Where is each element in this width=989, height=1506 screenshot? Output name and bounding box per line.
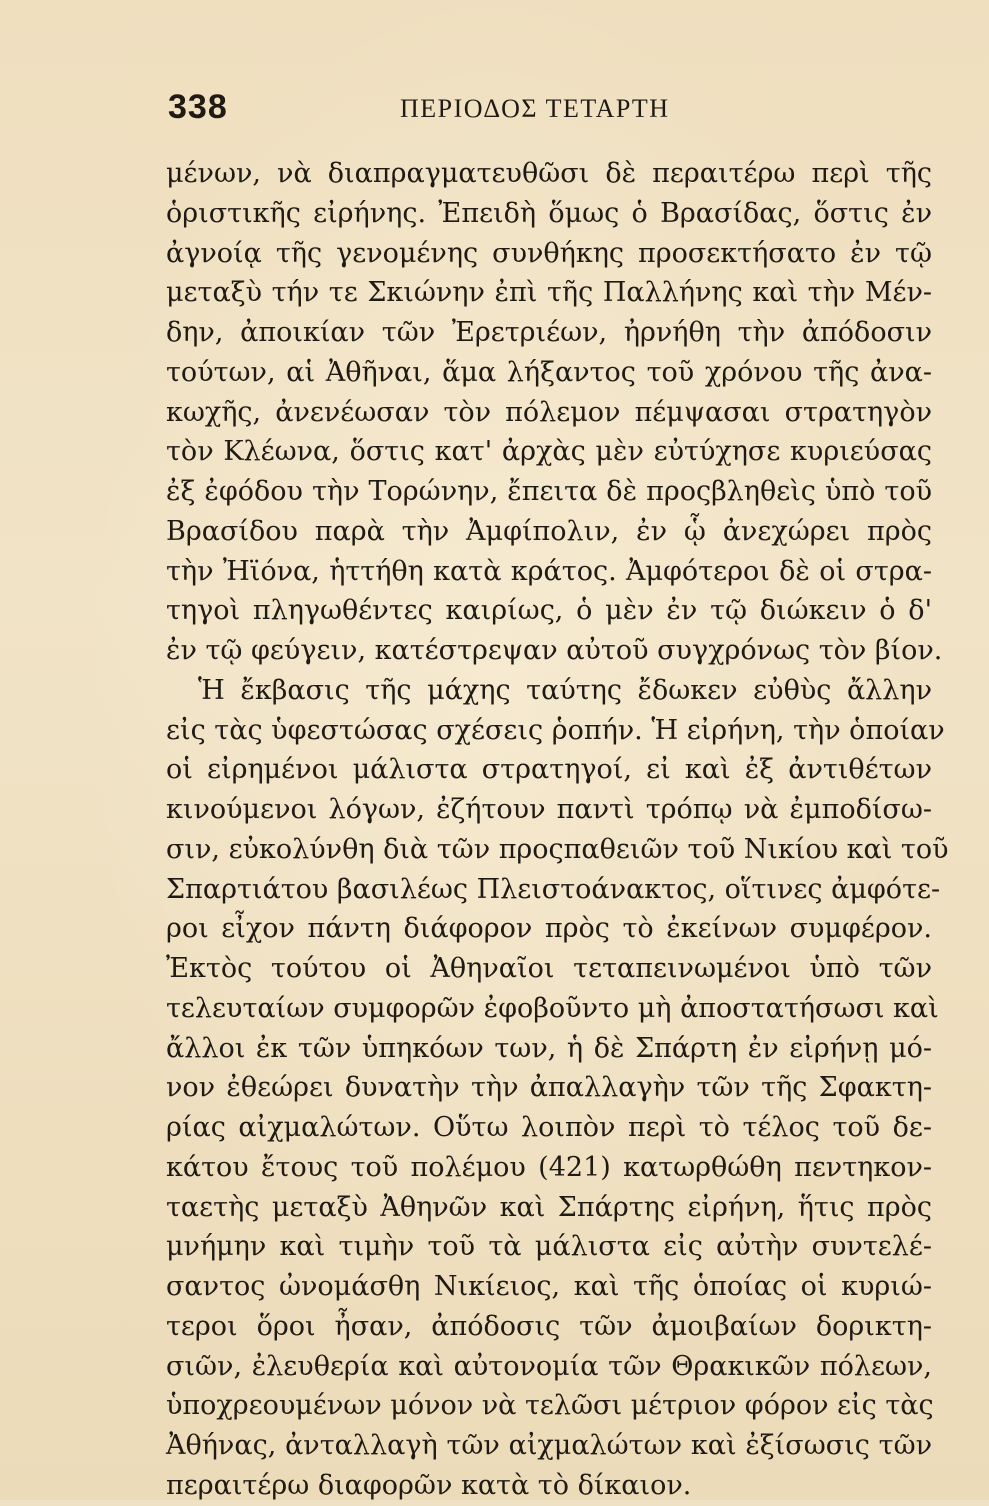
text-line: ἐξ ἐφόδου τὴν Τορώνην, ἔπειτα δὲ προςβληθεὶς ὑπὸ τοῦ [166, 476, 932, 507]
text-line: μένων, νὰ διαπραγματευθῶσι δὲ περαιτέρω περὶ τῆς [166, 158, 932, 189]
running-title: ΠΕΡΙΟΔΟΣ ΤΕΤΑΡΤΗ [400, 94, 670, 123]
text-line: τὸν Κλέωνα, ὅστις κατ' ἀρχὰς μὲν εὐτύχησε κυριεύσας [166, 436, 932, 468]
text-line: κινούμενοι λόγων, ἐζήτουν παντὶ τρόπῳ νὰ ἐμποδίσω- [166, 794, 932, 825]
text-line: τηγοὶ πληγωθέντες καιρίως, ὁ μὲν ἐν τῷ διώκειν ὁ δ' [166, 595, 932, 627]
text-line: δην, ἀποικίαν τῶν Ἐρετριέων, ἠρνήθη τὴν ἀπόδοσιν [166, 317, 932, 348]
body-text [166, 154, 949, 1506]
text-line: οἱ εἰρημένοι μάλιστα στρατηγοί, εἰ καὶ ἐξ ἀντιθέτων [166, 754, 932, 786]
text-line: κωχῆς, ἀνενέωσαν τὸν πόλεμον πέμψασαι στρατηγὸν [166, 396, 932, 428]
text-line: Ἐκτὸς τούτου οἱ Ἀθηναῖοι τεταπεινωμένοι ὑπὸ τῶν [166, 953, 932, 984]
text-line: Ἀθήνας, ἀνταλλαγὴ τῶν αἰχμαλώτων καὶ ἐξίσωσις τῶν [166, 1430, 932, 1461]
text-line: Ἡ ἔκβασις τῆς μάχης ταύτης ἔδωκεν εὐθὺς ἄλλην [198, 674, 932, 706]
text-line: μεταξὺ τήν τε Σκιώνην ἐπὶ τῆς Παλλήνης καὶ τὴν Μέν- [166, 277, 932, 309]
text-line: σιν, εὐκολύνθη διὰ τῶν προςπαθειῶν τοῦ Νικίου καὶ τοῦ [166, 833, 949, 865]
text-line: τελευταίων συμφορῶν ἐφοβοῦντο μὴ ἀποστατήσωσι καὶ [166, 992, 939, 1024]
text-line: κάτου ἔτους τοῦ πολέμου (421) κατωρθώθη πεντηκον- [166, 1151, 932, 1183]
text-line: ἄλλοι ἐκ τῶν ὑπηκόων των, ἡ δὲ Σπάρτη ἐν εἰρήνῃ μό- [166, 1032, 932, 1064]
text-line: ὑποχρεουμένων μόνον νὰ τελῶσι μέτριον φόρον εἰς τὰς [166, 1390, 934, 1422]
page-number: 338 [168, 88, 228, 126]
text-line: τὴν Ἠϊόνα, ἡττήθη κατὰ κράτος. Ἀμφότεροι δὲ οἱ στρα- [166, 555, 932, 587]
text-line: τούτων, αἱ Ἀθῆναι, ἅμα λήξαντος τοῦ χρόνου τῆς ἀνα- [166, 356, 932, 388]
text-line: Σπαρτιάτου βασιλέως Πλειστοάνακτος, οἵτινες ἀμφότε- [166, 873, 941, 905]
text-line: ὁριστικῆς εἰρήνης. Ἐπειδὴ ὅμως ὁ Βρασίδας, ὅστις ἐν [166, 197, 932, 229]
text-line: νον ἐθεώρει δυνατὴν τὴν ἀπαλλαγὴν τῶν τῆς Σφακτη- [166, 1072, 932, 1104]
text-line: ἀγνοίᾳ τῆς γενομένης συνθήκης προσεκτήσατο ἐν τῷ [166, 237, 932, 269]
text-line: ρίας αἰχμαλώτων. Οὕτω λοιπὸν περὶ τὸ τέλος τοῦ δε- [166, 1112, 932, 1143]
text-line: περαιτέρω διαφορῶν κατὰ τὸ δίκαιον. [166, 1469, 692, 1501]
text-line: μνήμην καὶ τιμὴν τοῦ τὰ μάλιστα εἰς αὐτὴν συντελέ- [166, 1231, 932, 1263]
text-line: ροι εἶχον πάντη διάφορον πρὸς τὸ ἐκείνων συμφέρον. [166, 913, 932, 945]
text-line: ἐν τῷ φεύγειν, κατέστρεψαν αὐτοῦ συγχρόνως τὸν βίον. [166, 635, 943, 666]
page-header [168, 88, 808, 138]
text-line: τεροι ὅροι ἦσαν, ἀπόδοσις τῶν ἀμοιβαίων δορικτη- [166, 1310, 932, 1342]
text-line: Βρασίδου παρὰ τὴν Ἀμφίπολιν, ἐν ᾧ ἀνεχώρει πρὸς [166, 515, 932, 547]
text-line: σιῶν, ἐλευθερία καὶ αὐτονομία τῶν Θρακικῶν πόλεων, [166, 1350, 932, 1382]
text-line: εἰς τὰς ὑφεστώσας σχέσεις ῥοπήν. Ἡ εἰρήνη, τὴν ὁποίαν [166, 714, 945, 746]
text-line: σαντος ὠνομάσθη Νικίειος, καὶ τῆς ὁποίας οἱ κυριώ- [166, 1271, 932, 1302]
text-line: ταετὴς μεταξὺ Ἀθηνῶν καὶ Σπάρτης εἰρήνη, ἥτις πρὸς [166, 1191, 932, 1223]
